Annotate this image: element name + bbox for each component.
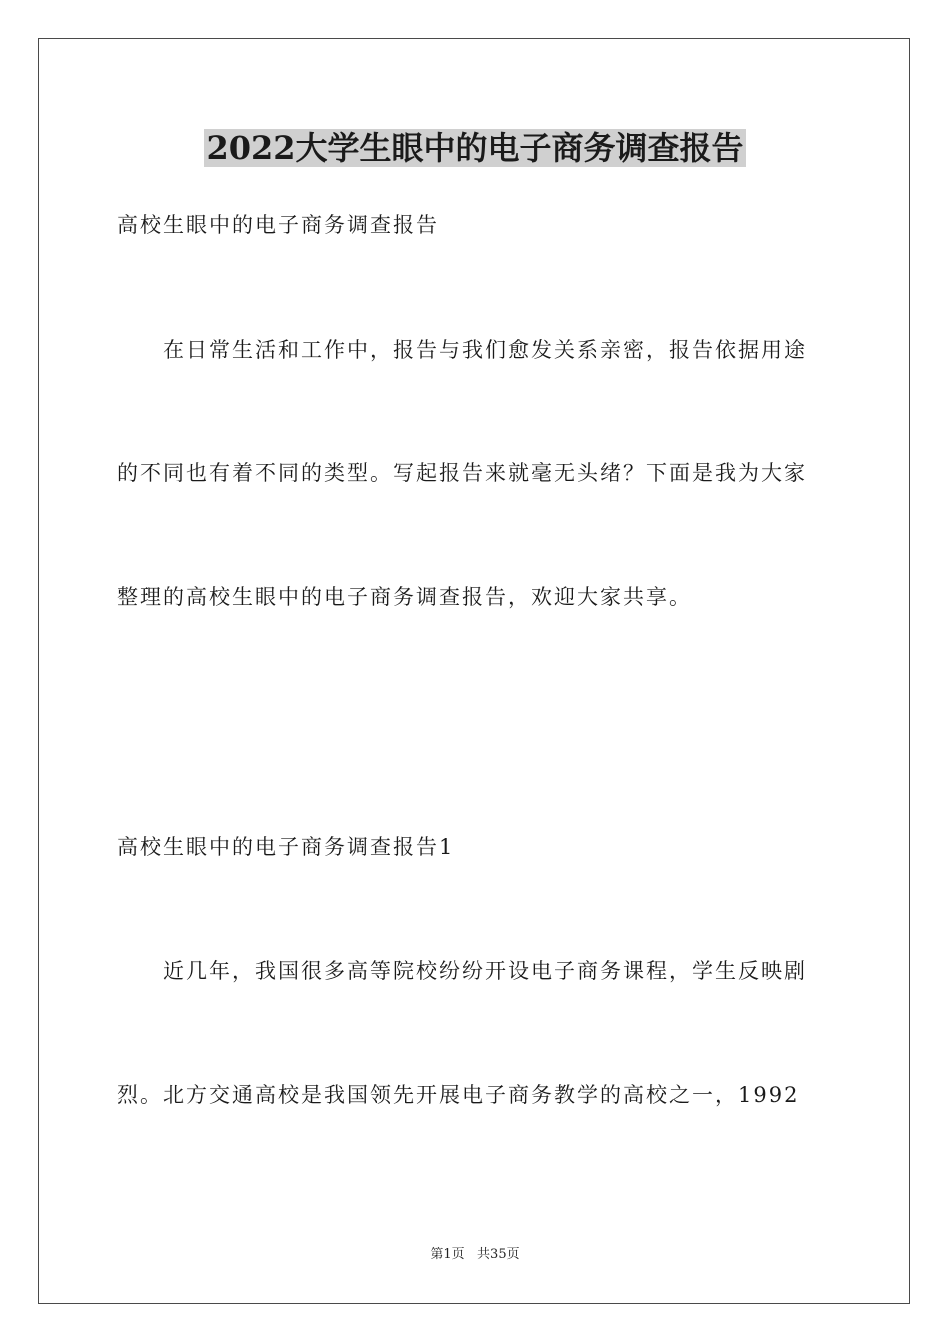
page-footer: 第1页 共35页 — [430, 1247, 520, 1262]
document-subtitle: 高校生眼中的电子商务调查报告 — [117, 213, 439, 237]
intro-line-2: 的不同也有着不同的类型。写起报告来就毫无头绪？下面是我为大家 — [117, 461, 807, 485]
intro-line-3: 整理的高校生眼中的电子商务调查报告，欢迎大家共享。 — [117, 585, 692, 609]
section-heading: 高校生眼中的电子商务调查报告1 — [117, 835, 455, 859]
document-title — [0, 126, 950, 170]
document-title-text: 2022大学生眼中的电子商务调查报告 — [206, 129, 744, 167]
section-line-1: 近几年，我国很多高等院校纷纷开设电子商务课程，学生反映剧 — [163, 959, 807, 983]
intro-line-1: 在日常生活和工作中，报告与我们愈发关系亲密，报告依据用途 — [163, 338, 807, 362]
section-line-2: 烈。北方交通高校是我国领先开展电子商务教学的高校之一，1992 — [117, 1083, 800, 1107]
